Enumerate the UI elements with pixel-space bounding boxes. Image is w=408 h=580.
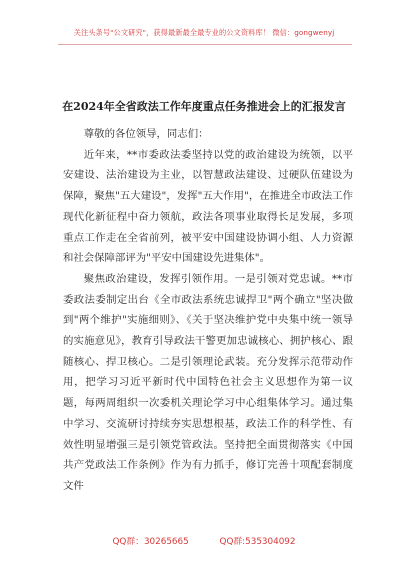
- footer-contacts: [0, 534, 408, 547]
- paragraph-1: 近年来，**市委政法委坚持以党的政治建设为统领，以平安建设、法治建设为主业，以智慧政法建设、过硬队伍建设为保障，聚焦"五大建设"，发挥"五大作用"，在推进全市政法工作现代化新征程中奋力领航，政法各项事业取得长足发展，多项重点工作走在全省前列，被平安中国建设协调小组、人力资源和社会保障部评为"平安中国建设先进集体"。: [63, 148, 353, 265]
- document-title: 在2024年全省政法工作年度重点任务推进会上的汇报发言: [62, 100, 346, 113]
- footer-qq-group-1: QQ群：30265665: [112, 537, 189, 547]
- footer-qq-group-2: QQ群:535304092: [219, 537, 296, 547]
- header-promo-note: 关注头条号"公文研究"，获得最新最全最专业的公文资料库！ 微信：gongwenyj: [73, 28, 335, 37]
- header-divider: [58, 44, 352, 45]
- document-body: [63, 124, 353, 497]
- paragraph-2: 聚焦政治建设，发挥引领作用。一是引领对党忠诚。**市委政法委制定出台《全市政法系统忠诚捍卫"两个确立"坚决做到"两个维护"实施细则》、《关于坚决维护党中央集中统一领导的实施意见》，教育引导政法干警更加忠诚核心、拥护核心、跟随核心、捍卫核心。二是引领理论武装。充分发挥示范带动作用，把学习习近平新时代中国特色社会主义思想作为第一议题，每两周组织一次委机关理论学习中心组集体学习。通过集中学习、交流研讨持续夯实思想根基，政法工作的科学性、有效性明显增强三是引领党管政法。坚持把全面贯彻落实《中国共产党政法工作条例》作为有力抓手，修订完善十项配套制度文件: [63, 272, 353, 492]
- salutation: 尊敬的各位领导，同志们：: [83, 128, 209, 140]
